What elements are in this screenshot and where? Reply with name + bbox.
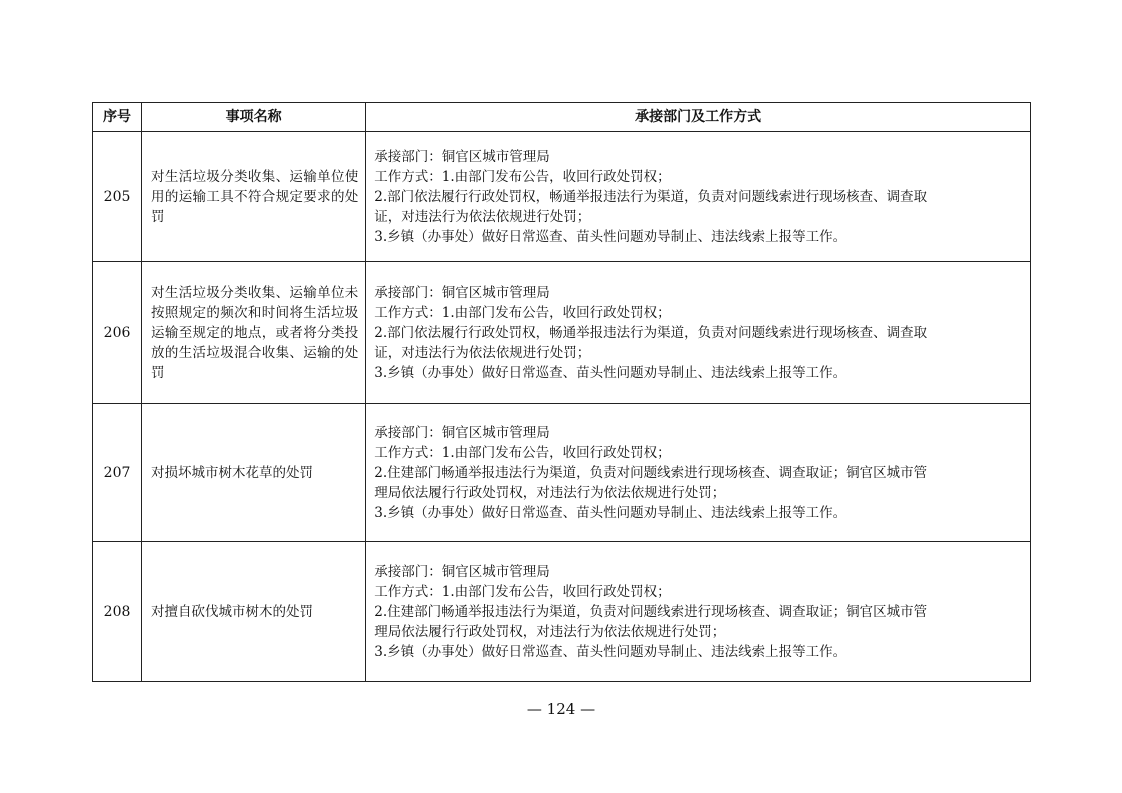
- matters-table: [92, 102, 1031, 682]
- dept-line: 理局依法履行行政处罚权，对违法行为依法依规进行处罚；: [374, 623, 726, 640]
- dept-line: 证，对违法行为依法依规进行处罚；: [374, 208, 591, 225]
- row-item-name: 对生活垃圾分类收集、运输单位未按照规定的频次和时间将生活垃圾运输至规定的地点，或者将分类投放的生活垃圾混合收集、运输的处罚: [142, 262, 366, 404]
- dept-line: 承接部门：铜官区城市管理局: [374, 424, 550, 441]
- dept-line: 工作方式：1.由部门发布公告，收回行政处罚权；: [374, 444, 671, 461]
- dept-line: 2.部门依法履行行政处罚权，畅通举报违法行为渠道，负责对问题线索进行现场核查、调查取: [374, 324, 928, 341]
- table-header-row: [93, 103, 1031, 132]
- table-row: [93, 542, 1031, 682]
- row-serial-number: 205: [93, 132, 142, 262]
- table-row: [93, 132, 1031, 262]
- row-item-name: 对损坏城市树木花草的处罚: [142, 404, 366, 542]
- dept-line: 工作方式：1.由部门发布公告，收回行政处罚权；: [374, 168, 671, 185]
- row-serial-number: 208: [93, 542, 142, 682]
- header-item-name: 事项名称: [142, 103, 366, 132]
- row-item-name: 对擅自砍伐城市树木的处罚: [142, 542, 366, 682]
- dept-line: 2.住建部门畅通举报违法行为渠道，负责对问题线索进行现场核查、调查取证；铜官区城市管: [374, 464, 928, 481]
- dept-line: 工作方式：1.由部门发布公告，收回行政处罚权；: [374, 304, 671, 321]
- dept-line: 承接部门：铜官区城市管理局: [374, 563, 550, 580]
- table-row: [93, 404, 1031, 542]
- row-serial-number: 207: [93, 404, 142, 542]
- row-department-method: [366, 262, 1031, 404]
- row-department-method: [366, 404, 1031, 542]
- dept-line: 证，对违法行为依法依规进行处罚；: [374, 344, 591, 361]
- header-department-method: 承接部门及工作方式: [366, 103, 1031, 132]
- table-row: [93, 262, 1031, 404]
- row-department-method: [366, 132, 1031, 262]
- dept-line: 3.乡镇（办事处）做好日常巡查、苗头性问题劝导制止、违法线索上报等工作。: [374, 504, 847, 521]
- row-item-name: 对生活垃圾分类收集、运输单位使用的运输工具不符合规定要求的处罚: [142, 132, 366, 262]
- dept-line: 2.住建部门畅通举报违法行为渠道，负责对问题线索进行现场核查、调查取证；铜官区城市管: [374, 603, 928, 620]
- page-number: — 124 —: [526, 700, 596, 718]
- dept-line: 承接部门：铜官区城市管理局: [374, 148, 550, 165]
- dept-line: 3.乡镇（办事处）做好日常巡查、苗头性问题劝导制止、违法线索上报等工作。: [374, 643, 847, 660]
- dept-line: 3.乡镇（办事处）做好日常巡查、苗头性问题劝导制止、违法线索上报等工作。: [374, 364, 847, 381]
- dept-line: 工作方式：1.由部门发布公告，收回行政处罚权；: [374, 583, 671, 600]
- row-serial-number: 206: [93, 262, 142, 404]
- dept-line: 理局依法履行行政处罚权，对违法行为依法依规进行处罚；: [374, 484, 726, 501]
- dept-line: 3.乡镇（办事处）做好日常巡查、苗头性问题劝导制止、违法线索上报等工作。: [374, 228, 847, 245]
- row-department-method: [366, 542, 1031, 682]
- dept-line: 2.部门依法履行行政处罚权，畅通举报违法行为渠道，负责对问题线索进行现场核查、调查取: [374, 188, 928, 205]
- header-serial-number: 序号: [93, 103, 142, 132]
- dept-line: 承接部门：铜官区城市管理局: [374, 284, 550, 301]
